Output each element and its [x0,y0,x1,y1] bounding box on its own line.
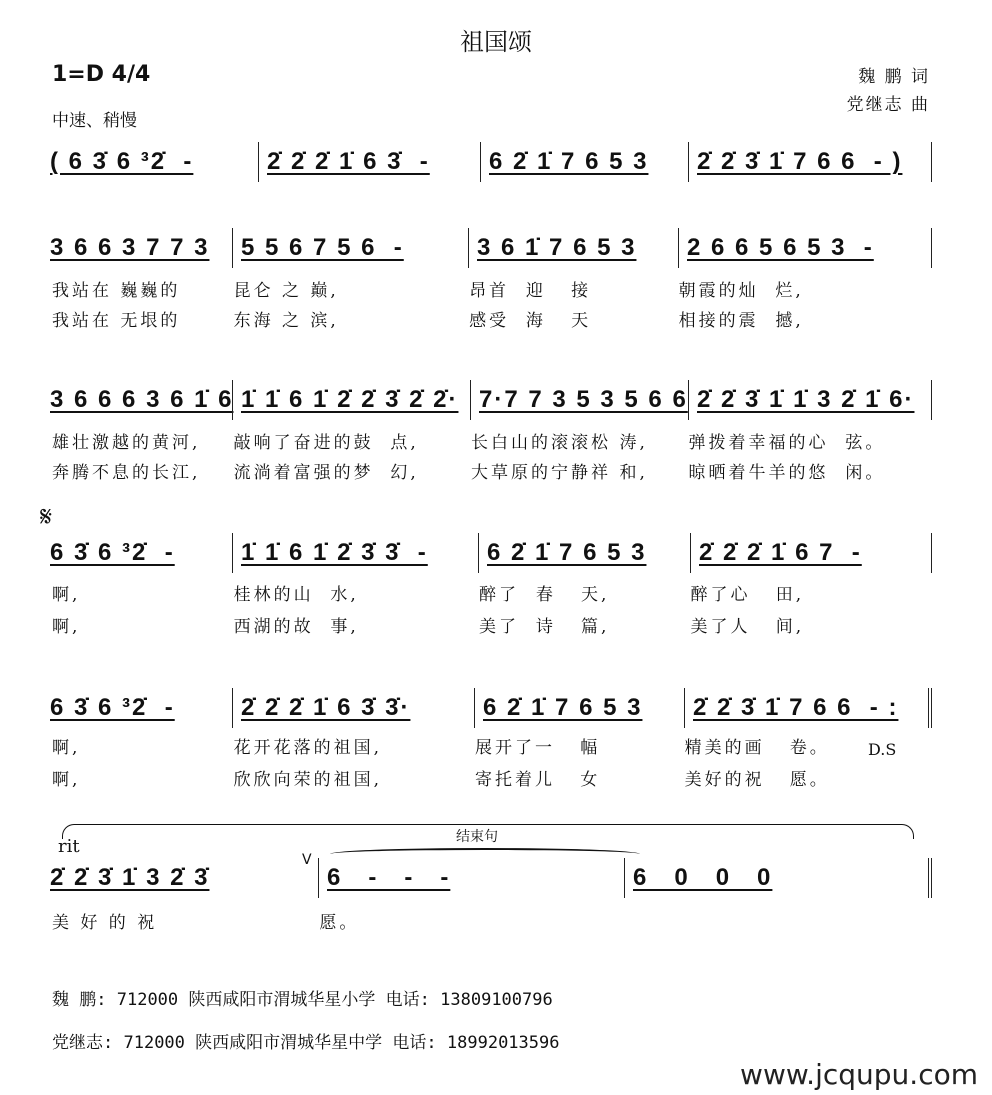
ending-label: 结束句 [456,829,498,845]
measure [678,228,932,268]
lyric-segment: 相接的震 撼, [678,311,804,331]
measure-notes: 3 6 6 3 7 7 3 [50,234,210,261]
measure-notes: 6 3̇ 6 ³2̇ - [50,539,175,566]
lyrics-verse-2 [52,458,932,483]
lyric-segment: 敲响了奋进的鼓 点, [233,433,419,453]
lyric-segment: 感受 海 天 [469,311,592,331]
measure-notes: 3 6 1̇ 7 6 5 3 [477,234,637,261]
measure [258,142,480,182]
lyric-segment: 啊, [52,617,81,637]
measure-notes: 6 - - - [327,864,451,891]
measure-notes: 6 3̇ 6 ³2̇ - [50,694,175,721]
lyric-segment: 啊, [52,585,81,605]
lyric-segment: 展开了一 幅 [475,738,601,758]
footer-contact-2: 党继志: 712000 陕西咸阳市渭城华星中学 电话: 18992013596 [52,1033,560,1053]
measure [474,688,684,728]
measure [50,688,232,728]
lyric-segment: 奔腾不息的长江, [52,463,201,483]
rit-marking: rit [58,836,80,857]
watermark: www.jcqupu.com [740,1058,978,1091]
measure [470,380,688,420]
measure [688,142,932,182]
measure [232,533,478,573]
measure-notes: 6 2̇ 1̇ 7 6 5 3 [487,539,647,566]
lyric-segment: 花开花落的祖国, [233,738,382,758]
measure [50,533,232,573]
measure-notes: 7·7 7 3 5 3 5 6 6 [479,386,688,413]
measure [232,228,468,268]
lyric-segment: 桂林的山 水, [233,585,359,605]
measure [232,380,470,420]
composer-credit: 党继志 曲 [846,95,930,115]
lyric-segment: 朝霞的灿 烂, [678,281,804,301]
measure [478,533,690,573]
lyrics-verse-1 [52,733,932,758]
lyrics-verse-2 [52,765,932,790]
staff-row [50,380,932,420]
measure-notes: 1̇ 1̇ 6 1̇ 2̇ 2̇ 3̇ 2̇ 2̇· [241,386,459,413]
lyrics-verse-1 [52,276,932,301]
ending-bracket [62,824,914,839]
measure-notes: 2̇ 2̇ 2̇ 1̇ 6 3̇ 3̇· [241,694,411,721]
measure [50,858,318,898]
measure [232,688,474,728]
breath-mark: V [302,852,312,868]
lyric-segment: 东海 之 滨, [233,311,339,331]
lyrics-verse-2 [52,306,932,331]
lyric-segment: 我站在 无垠的 [52,311,181,331]
tempo-marking: 中速、稍慢 [52,111,137,131]
measure [684,688,932,728]
measure-notes: 6 2̇ 1̇ 7 6 5 3 [489,148,649,175]
measure [690,533,932,573]
lyric-segment: 流淌着富强的梦 幻, [233,463,419,483]
lyric-segment: 昆仑 之 巅, [233,281,339,301]
dal-segno: D.S [868,740,897,759]
staff-row [50,688,932,728]
lyric-segment: 美了人 间, [690,617,805,637]
measure-notes: ( 6 3̇ 6 ³2̇ - [50,148,194,175]
lyric-segment: 醉了心 田, [690,585,805,605]
lyrics-verse-2 [52,612,932,637]
measure-notes: 6 0 0 0 [633,864,773,891]
measure-notes: 2̇ 2̇ 3̇ 1̇ 3 2̇ 3̇ [50,864,210,891]
measure [50,142,258,182]
lyric-segment: 美 好 的 祝 [52,913,158,933]
lyric-segment: 欣欣向荣的祖国, [233,770,382,790]
measure [688,380,932,420]
lyric-segment: 大草原的宁静祥 和, [471,463,648,483]
measure-notes: 2̇ 2̇ 2̇ 1̇ 6 3̇ - [267,148,430,175]
measure-notes: 3 6 6 6 3 6 1̇ 6 [50,386,234,413]
tie-arc [330,848,640,860]
measure [50,380,232,420]
lyric-segment [625,908,932,933]
measure [480,142,688,182]
measure [50,228,232,268]
lyric-segment: 寄托着儿 女 [475,770,601,790]
lyric-segment: 美好的祝 愿。 [684,770,830,790]
measure [468,228,678,268]
lyric-segment: 醉了 春 天, [479,585,610,605]
staff-row [50,858,932,898]
lyric-segment: 美了 诗 篇, [479,617,610,637]
staff-row [50,142,932,182]
song-title: 祖国颂 [460,28,532,56]
lyricist-credit: 魏 鹏 词 [858,67,930,87]
lyric-segment: 长白山的滚滚松 涛, [471,433,648,453]
lyric-segment: 昂首 迎 接 [469,281,592,301]
lyric-segment: 西湖的故 事, [233,617,359,637]
footer-contact-1: 魏 鹏: 712000 陕西咸阳市渭城华星小学 电话: 13809100796 [52,990,553,1010]
staff-row [50,533,932,573]
segno-sign: 𝄋 [40,500,53,533]
lyric-segment: 晾晒着牛羊的悠 闲。 [688,463,886,483]
measure-notes: 6 2̇ 1̇ 7 6 5 3 [483,694,643,721]
lyric-segment: 愿。 [319,913,360,933]
lyric-segment: 啊, [52,770,81,790]
lyric-segment: 精美的画 卷。 [684,738,830,758]
staff-row [50,228,932,268]
lyrics-verse-1 [52,580,932,605]
key-signature: 1=D 4/4 [52,62,151,87]
lyrics-verse-1 [52,908,932,933]
measure-notes: 2̇ 2̇ 3̇ 1̇ 7 6 6 - : [693,694,899,721]
lyric-segment: 弹拨着幸福的心 弦。 [688,433,886,453]
lyrics-verse-1 [52,428,932,453]
measure-notes: 1̇ 1̇ 6 1̇ 2̇ 3̇ 3̇ - [241,539,428,566]
measure-notes: 2 6 6 5 6 5 3 - [687,234,874,261]
measure-notes: 2̇ 2̇ 3̇ 1̇ 1̇ 3 2̇ 1̇ 6· [697,386,915,413]
lyric-segment: 雄壮激越的黄河, [52,433,201,453]
lyric-segment: 我站在 巍巍的 [52,281,181,301]
measure [624,858,932,898]
lyric-segment: 啊, [52,738,81,758]
measure-notes: 2̇ 2̇ 2̇ 1̇ 6 7 - [699,539,862,566]
measure [318,858,624,898]
measure-notes: 2̇ 2̇ 3̇ 1̇ 7 6 6 - ) [697,148,903,175]
measure-notes: 5 5 6 7 5 6 - [241,234,404,261]
